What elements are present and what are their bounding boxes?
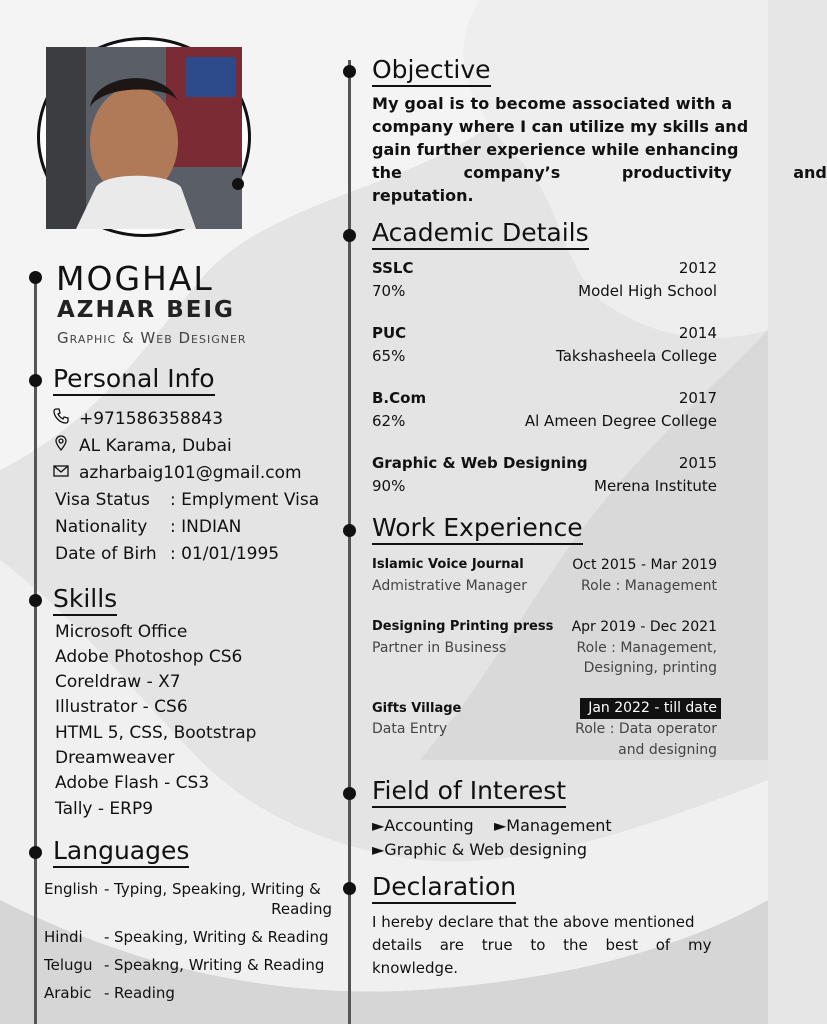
work-dates: Apr 2019 - Dec 2021 <box>571 619 717 635</box>
work-role-cont: Designing, printing <box>583 660 717 676</box>
language-separator: - <box>104 880 110 898</box>
declaration-bullet <box>343 882 356 895</box>
email-text: azharbaig101@gmail.com <box>79 463 302 483</box>
work-dates: Jan 2022 - till date <box>588 700 717 716</box>
objective-line: the company’s productivity and <box>372 163 827 182</box>
interest-heading: Field of Interest <box>372 777 566 808</box>
objective-line: My goal is to become associated with a <box>372 94 733 113</box>
academic-heading: Academic Details <box>372 219 589 250</box>
language-name: Arabic <box>44 984 92 1002</box>
languages-heading: Languages <box>53 837 189 868</box>
skill-item: Coreldraw - X7 <box>55 672 181 692</box>
nationality-label: Nationality <box>55 517 148 537</box>
interest-item: ►Accounting <box>372 816 474 835</box>
nationality-value: : INDIAN <box>170 517 242 537</box>
language-name: Telugu <box>44 956 93 974</box>
location-row <box>53 435 232 457</box>
academic-score: 62% <box>372 412 406 430</box>
work-position: Partner in Business <box>372 640 507 656</box>
skills-bullet <box>29 594 42 607</box>
objective-heading: Objective <box>372 56 491 87</box>
language-separator: - <box>104 984 110 1002</box>
academic-bullet <box>343 229 356 242</box>
work-company: Islamic Voice Journal <box>372 557 524 572</box>
language-detail: Typing, Speaking, Writing & <box>114 880 321 898</box>
work-role: Role : Management <box>580 578 717 594</box>
academic-year: 2015 <box>678 454 717 472</box>
left-timeline-line <box>34 275 37 1024</box>
academic-institution: Al Ameen Degree College <box>524 412 717 430</box>
objective-line: reputation. <box>372 186 474 205</box>
interest-bullet <box>343 787 356 800</box>
visa-label: Visa Status <box>55 490 150 510</box>
academic-institution: Takshasheela College <box>556 347 717 365</box>
profile-photo <box>46 47 242 229</box>
location-pin-icon <box>53 435 71 457</box>
academic-year: 2014 <box>678 324 717 342</box>
academic-institution: Model High School <box>578 282 717 300</box>
language-separator: - <box>104 956 110 974</box>
work-role: Role : Management, <box>576 640 717 656</box>
phone-icon <box>53 408 71 430</box>
interest-item: ►Management <box>494 816 612 835</box>
declaration-heading: Declaration <box>372 873 516 904</box>
work-company: Gifts Village <box>372 701 462 716</box>
personal-info-heading: Personal Info <box>53 365 215 396</box>
declaration-line: knowledge. <box>372 959 459 977</box>
academic-name: SSLC <box>372 259 414 277</box>
language-detail: Reading <box>114 984 175 1002</box>
dob-label: Date of Birh <box>55 544 157 564</box>
visa-value: : Emplyment Visa <box>170 490 320 510</box>
declaration-line: I hereby declare that the above mentioned <box>372 913 695 931</box>
photo-accent-dot <box>232 178 244 190</box>
declaration-line: details are true to the best of my <box>372 936 712 954</box>
language-detail: Speaking, Writing & Reading <box>114 928 329 946</box>
languages-bullet <box>29 846 42 859</box>
phone-number: +971586358843 <box>79 409 224 429</box>
work-role-cont: and designing <box>618 742 717 758</box>
objective-line: gain further experience while enhancing <box>372 140 739 159</box>
objective-line: company where I can utilize my skills and <box>372 117 749 136</box>
skill-item: Dreamweaver <box>55 748 175 768</box>
academic-name: Graphic & Web Designing <box>372 454 588 472</box>
language-detail: Speakng, Writing & Reading <box>114 956 325 974</box>
phone-row <box>53 408 223 430</box>
personal-info-bullet <box>29 374 42 387</box>
work-bullet <box>343 524 356 537</box>
dob-value: : 01/01/1995 <box>170 544 280 564</box>
email-row <box>53 462 302 484</box>
objective-bullet <box>343 65 356 78</box>
skill-item: HTML 5, CSS, Bootstrap <box>55 723 257 743</box>
name-bullet <box>29 271 42 284</box>
email-icon <box>53 462 71 484</box>
first-name: MOGHAL <box>56 259 214 298</box>
work-heading: Work Experience <box>372 514 583 545</box>
work-company: Designing Printing press <box>372 619 554 634</box>
academic-name: PUC <box>372 324 407 342</box>
skill-item: Adobe Flash - CS3 <box>55 773 210 793</box>
right-timeline-line <box>348 60 351 1024</box>
academic-score: 90% <box>372 477 406 495</box>
job-title: Graphic & Web Designer <box>57 329 247 347</box>
academic-year: 2017 <box>678 389 717 407</box>
skill-item: Illustrator - CS6 <box>55 697 188 717</box>
work-position: Data Entry <box>372 721 448 737</box>
academic-year: 2012 <box>678 259 717 277</box>
language-separator: - <box>104 928 110 946</box>
skill-item: Microsoft Office <box>55 622 188 642</box>
work-dates: Oct 2015 - Mar 2019 <box>572 557 717 573</box>
work-role: Role : Data operator <box>575 721 717 737</box>
skill-item: Adobe Photoshop CS6 <box>55 647 243 667</box>
interest-item: ►Graphic & Web designing <box>372 840 588 859</box>
skills-heading: Skills <box>53 585 117 616</box>
language-name: English <box>44 880 99 898</box>
academic-score: 65% <box>372 347 406 365</box>
location-text: AL Karama, Dubai <box>79 436 232 456</box>
work-position: Admistrative Manager <box>372 578 527 594</box>
academic-institution: Merena Institute <box>594 477 717 495</box>
last-name: AZHAR BEIG <box>57 297 235 323</box>
skill-item: Tally - ERP9 <box>55 799 154 819</box>
language-detail-cont: Reading <box>271 900 332 918</box>
academic-score: 70% <box>372 282 406 300</box>
academic-name: B.Com <box>372 389 427 407</box>
language-name: Hindi <box>44 928 83 946</box>
